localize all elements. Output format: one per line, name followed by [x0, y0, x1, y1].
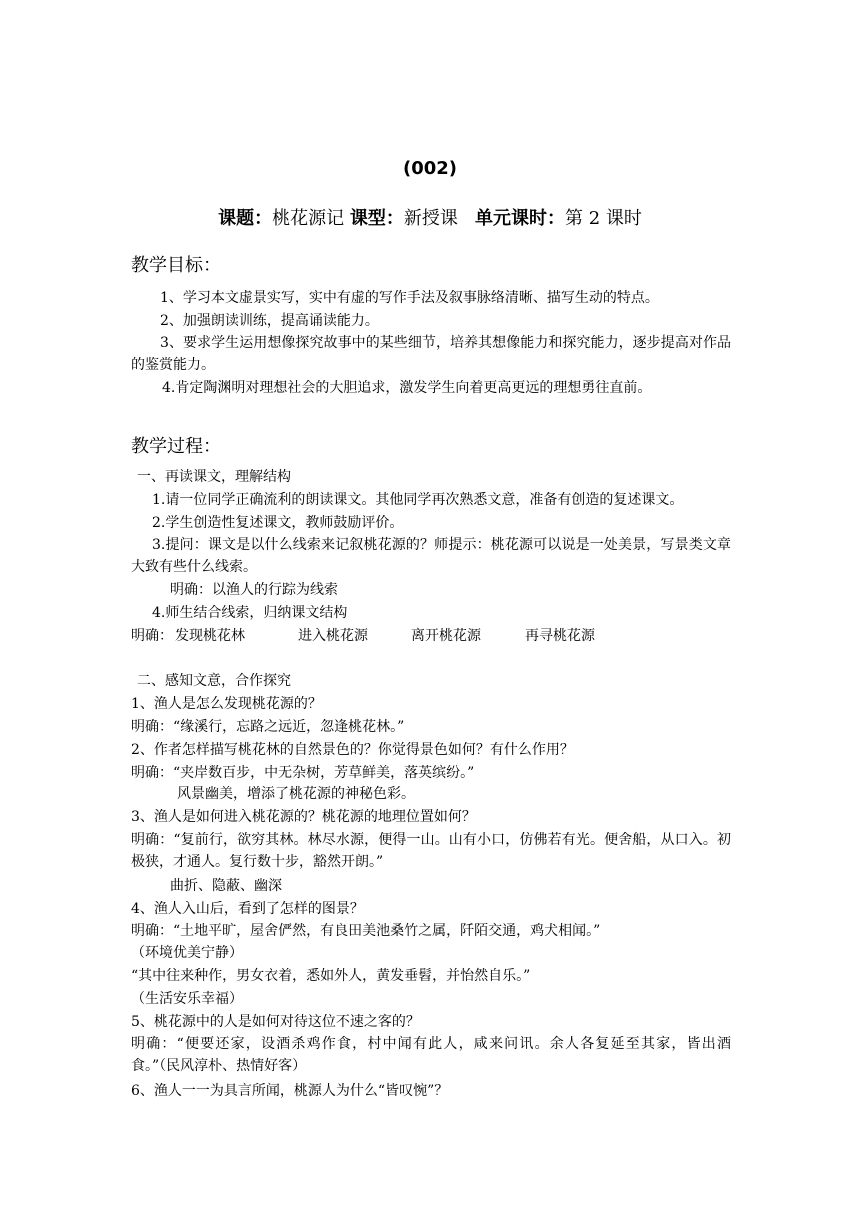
objective-item-4: 4.肯定陶渊明对理想社会的大胆追求，激发学生向着更高更远的理想勇往直前。 [162, 380, 652, 396]
answer-2-note: 风景幽美，增添了桃花源的神秘色彩。 [177, 786, 415, 802]
answer-5: 明确：“便要还家，设酒杀鸡作食，村中闻有此人，咸来问讯。余人各复延至其家，皆出酒食。”（民风淳朴、热情好客） [131, 1036, 731, 1074]
objective-item-3: 3、要求学生运用想像探究故事中的某些细节，培养其想像能力和探究能力，逐步提高对作品的鉴赏能力。 [131, 335, 731, 373]
section1-title: 一、再读课文，理解结构 [137, 469, 291, 485]
answer-1: 明确：“缘溪行，忘路之远近，忽逢桃花林。” [131, 719, 405, 735]
section1-step3-answer: 明确：以渔人的行踪为线索 [170, 582, 338, 598]
structure-item-1: 发现桃花林 [175, 628, 245, 644]
topic-label: 课题： [218, 208, 273, 229]
structure-item-3: 离开桃花源 [411, 628, 481, 644]
answer-4: 明确：“土地平旷，屋舍俨然，有良田美池桑竹之属，阡陌交通，鸡犬相闻。” [131, 923, 601, 939]
type-label: 课型： [349, 208, 404, 229]
answer-4-note-2: （生活安乐幸福） [131, 991, 243, 1007]
answer-2: 明确：“夹岸数百步，中无杂树，芳草鲜美，落英缤纷。” [131, 765, 475, 781]
answer-3: 明确：“复前行，欲穷其林。林尽水源，便得一山。山有小口，仿佛若有光。便舍船，从口入。初极狭，才通人。复行数十步，豁然开朗。” [131, 832, 731, 870]
process-heading: 教学过程： [131, 436, 221, 457]
section1-step2: 2.学生创造性复述课文，教师鼓励评价。 [152, 515, 404, 531]
objectives-heading: 教学目标： [131, 255, 221, 276]
section2-title: 二、感知文意，合作探究 [137, 673, 291, 689]
section1-step3: 3.提问：课文是以什么线索来记叙桃花源的？师提示：桃花源可以说是一处美景，写景类文章大致有些什么线索。 [131, 537, 731, 575]
section1-step1: 1.请一位同学正确流利的朗读课文。其他同学再次熟悉文意，准备有创造的复述课文。 [152, 492, 684, 508]
question-5: 5、桃花源中的人是如何对待这位不速之客的？ [131, 1014, 420, 1030]
objective-item-2: 2、加强朗读训练，提高诵读能力。 [160, 313, 379, 329]
question-2: 2、作者怎样描写桃花林的自然景色的？你觉得景色如何？有什么作用？ [131, 742, 574, 758]
document-code: (002) [402, 158, 458, 179]
structure-item-4: 再寻桃花源 [525, 628, 595, 644]
question-6: 6、渔人一一为具言所闻，桃源人为什么“皆叹惋”？ [131, 1083, 449, 1099]
section1-step4: 4.师生结合线索，归纳课文结构 [152, 605, 348, 621]
unit-value: 第 2 课时 [565, 208, 642, 229]
lesson-title-line [0, 204, 860, 230]
question-3: 3、渔人是如何进入桃花源的？桃花源的地理位置如何？ [131, 809, 476, 825]
unit-label: 单元课时： [475, 208, 565, 229]
structure-label: 明确： [131, 628, 173, 644]
objective-item-1: 1、学习本文虚景实写，实中有虚的写作手法及叙事脉络清晰、描写生动的特点。 [160, 290, 659, 306]
question-4: 4、渔人入山后，看到了怎样的图景？ [131, 901, 364, 917]
answer-4-quote-2: “其中往来种作，男女衣着，悉如外人，黄发垂髫，并怡然自乐。” [131, 968, 531, 984]
question-1: 1、渔人是怎么发现桃花源的？ [131, 696, 322, 712]
answer-3-note: 曲折、隐蔽、幽深 [170, 878, 282, 894]
answer-4-note-1: （环境优美宁静） [131, 945, 243, 961]
structure-item-2: 进入桃花源 [298, 628, 368, 644]
topic-value: 桃花源记 [272, 208, 345, 229]
type-value: 新授课 [403, 208, 458, 229]
